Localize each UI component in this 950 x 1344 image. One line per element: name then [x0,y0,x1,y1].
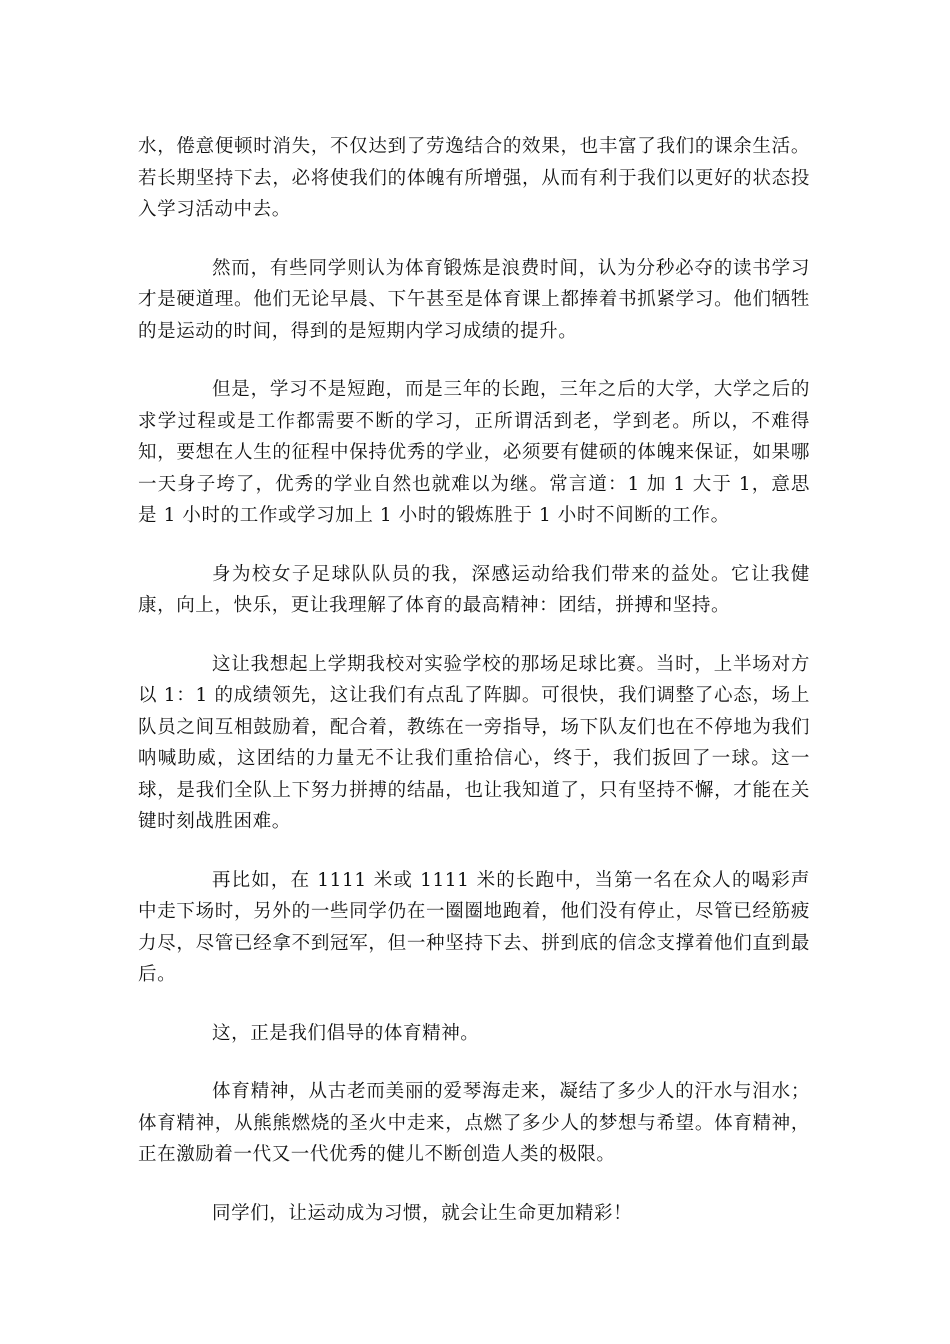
paragraph: 但是，学习不是短跑，而是三年的长跑，三年之后的大学，大学之后的求学过程或是工作都需要不断的学习，正所谓活到老，学到老。所以，不难得知，要想在人生的征程中保持优秀的学业，必须要有健硕的体魄来保证，如果哪一天身子垮了，优秀的学业自然也就难以为继。常言道：1 加 1 大于 1，意思是 1 小时的工作或学习加上 1 小时的锻炼胜于 1 小时不间断的工作。 [138,379,810,526]
paragraph-continuation: 水，倦意便顿时消失，不仅达到了劳逸结合的效果，也丰富了我们的课余生活。若长期坚持下去，必将使我们的体魄有所增强，从而有利于我们以更好的状态投入学习活动中去。 [138,136,810,220]
paragraph: 然而，有些同学则认为体育锻炼是浪费时间，认为分秒必夺的读书学习才是硬道理。他们无论早晨、下午甚至是体育课上都捧着书抓紧学习。他们牺牲的是运动的时间，得到的是短期内学习成绩的提升。 [138,257,810,342]
paragraph: 这，正是我们倡导的体育精神。 [212,1022,480,1044]
document-body [138,131,810,1256]
paragraph: 再比如，在 1111 米或 1111 米的长跑中，当第一名在众人的喝彩声中走下场时，另外的一些同学仍在一圈圈地跑着，他们没有停止，尽管已经筋疲力尽，尽管已经拿不到冠军，但一种坚持下去、拼到底的信念支撑着他们直到最后。 [138,869,810,985]
paragraph-closing: 同学们，让运动成为习惯，就会让生命更加精彩！ [212,1202,633,1224]
paragraph: 身为校女子足球队队员的我，深感运动给我们带来的益处。它让我健康，向上，快乐，更让我理解了体育的最高精神：团结，拼搏和坚持。 [138,563,810,616]
paragraph: 这让我想起上学期我校对实验学校的那场足球比赛。当时，上半场对方以 1：1 的成绩领先，这让我们有点乱了阵脚。可很快，我们调整了心态，场上队员之间互相鼓励着，配合着，教练在一旁指导，场下队友们也在不停地为我们呐喊助威，这团结的力量无不让我们重拾信心，终于，我们扳回了一球。这一球，是我们全队上下努力拼搏的结晶，也让我知道了，只有坚持不懈，才能在关键时刻战胜困难。 [138,653,810,832]
paragraph: 体育精神，从古老而美丽的爱琴海走来，凝结了多少人的汗水与泪水；体育精神，从熊熊燃烧的圣火中走来，点燃了多少人的梦想与希望。体育精神，正在激励着一代又一代优秀的健儿不断创造人类的极限。 [138,1081,810,1165]
